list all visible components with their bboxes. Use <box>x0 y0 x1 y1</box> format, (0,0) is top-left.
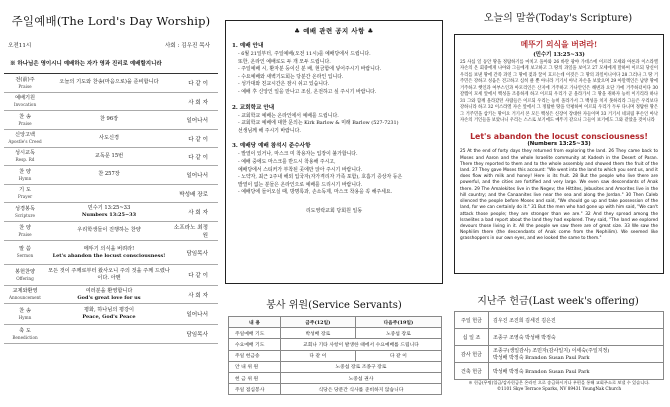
order-detail: 찬 96장 <box>99 116 119 123</box>
notice-item: - 성가대와 친교시간은 잠시 쉬고 있습니다. <box>238 81 330 88</box>
worship-meta <box>4 41 218 49</box>
korean-scripture-ref: (민수기 13:25~33) <box>533 52 585 58</box>
order-label-cell <box>4 205 46 220</box>
offering-names: 조종구 조영숙 박성배 박정숙 <box>489 329 664 346</box>
order-label-en: Praise <box>18 231 32 237</box>
worship-note: ※ 하나님은 영이시니 예배하는 자가 영과 진리로 예배할지니라 <box>10 61 162 67</box>
notice-column <box>222 0 446 407</box>
order-detail-cell <box>46 246 172 260</box>
offering-category: 건축 헌금 <box>455 363 489 380</box>
notice-item: 또한, 온라인 예배로도 두 개 모두 드립니다. <box>238 58 331 65</box>
order-label-en: Apostle's Creed <box>8 139 42 145</box>
scripture-column <box>450 0 666 407</box>
order-person: 담임목사 <box>186 332 208 338</box>
servants-next-week: 노중섭 장로 <box>355 328 441 339</box>
english-scripture-text: 25 At the end of forty days they returned from exploring the land. 26 They came back to Moses and Aaron and the whole Israelite community at Kadesh in the Desert of Paran. There they reported to them and to the whole assembly and showed them the fruit of the land. 27 They gave Moses this account: "We went into the land to which you sent us, and it does flow with milk and honey! Here is its fruit. 28 But the people who live there are powerful, and the cities are fortified and very large. We even saw descendants of Anak there. 29 The Amalekites live in the Negev; the Hittites, Jebusites and Amorites live in the hill country; and the Canaanites live near the sea and along the Jordan." 30 Then Caleb silenced the people before Moses and said, "We should go up and take possession of the land, for we can certainly do it." 31 But the men who had gone up with him said, "We can't attack those people; they are stronger than we are." 32 And they spread among the Israelites a bad report about the land they had explored. They said, "The land we explored devours those living in it. All the people we saw there are of great size. 33 We saw the Nephilim there (the descendants of Anak come from the Nephilim). We seemed like grasshoppers in our own eyes, and we looked the same to them." <box>460 149 658 242</box>
offering-names: 조종구(생일감사) 조민자(감사일지) 이세숙(주일지정) 박성배 박정숙 Brandon Susan Paul Park <box>489 346 664 363</box>
order-label: 찬 양 <box>19 224 31 231</box>
order-person: 사 회 자 <box>188 99 208 106</box>
notice-item: - 발열이 있거나, 마스크 미 착용자는 입장이 불가합니다. <box>238 151 358 158</box>
order-detail-cell <box>46 135 172 142</box>
servants-row <box>229 328 442 339</box>
offering-title: 지난주 헌금(Last week's offering) <box>477 296 639 307</box>
order-label-cell <box>4 287 46 302</box>
servants-row <box>229 372 442 383</box>
notice-item: - 교회학교 예배에 대한 문의는 Kirk Barlow & 미래 Barlow (527-7231) <box>238 120 399 127</box>
offering-category: 십 일 조 <box>455 329 489 346</box>
order-detail-sub: God's great love for us <box>77 294 141 301</box>
order-row <box>4 265 218 286</box>
order-row <box>4 74 218 93</box>
order-label: 찬 양 <box>19 168 31 175</box>
order-row <box>4 166 218 185</box>
order-detail-sub: Let's abandon the locust consciousness! <box>52 252 166 259</box>
order-row <box>4 185 218 203</box>
order-label: 성경봉독 <box>14 205 36 212</box>
servants-next-week: 다 같 이 <box>355 350 441 361</box>
order-detail-cell <box>46 153 172 160</box>
scripture-box <box>454 34 664 274</box>
order-label-en: Offering <box>16 275 34 281</box>
servants-this-week: 노중섭 권사 <box>281 372 442 383</box>
offering-table <box>454 311 664 380</box>
servants-role: 헌 금 위 원 <box>229 372 281 383</box>
order-row <box>4 222 218 241</box>
servants-this-week: 박성배 장로 <box>281 328 356 339</box>
order-label-cell <box>4 131 46 146</box>
korean-scripture-text: 25 사십 일 동안 땅을 정탐하기를 마치고 돌아와 26 바란 광야 가데스에 이르러 모세와 아론과 이스라엘 자손의 온 회중에게 나아와 그들에게 보고하고 그 땅의 과일을 보이고 27 모세에게 말하여 이르되 당신이 우리를 보낸 땅에 간즉 과연 그 땅에 젖과 꿀이 흐르는데 이것은 그 땅의 과일이니이다 28 그러나 그 땅 거주민은 강하고 성읍은 견고하고 심히 클 뿐 아니라 거기서 아낙 자손을 보았으며 29 아말렉인은 남방 땅에 거주하고 헷인과 여부스인과 아모리인은 산지에 거주하고 가나안인은 해변과 요단 가에 거주하더이다 30 갈렙이 모세 앞에서 백성을 조용하게 하고 이르되 우리가 곧 올라가서 그 땅을 취하자 능히 이기리라 하나 31 그와 함께 올라갔던 사람들은 이르되 우리는 능히 올라가서 그 백성을 치지 못하리라 그들은 우리보다 강하니라 하고 32 이스라엘 자손 앞에서 그 정탐한 땅을 악평하여 이르되 우리가 두루 다니며 정탐한 땅은 그 거주민을 삼키는 땅이요 거기서 본 모든 백성은 신장이 장대한 자들이며 33 거기서 네피림 후손인 아낙 자손의 거인들을 보았나니 우리는 스스로 보기에도 메뚜기 같으니 그들이 보기에도 그와 같았을 것이니라 <box>460 60 658 123</box>
order-detail-cell <box>46 307 172 321</box>
order-row <box>4 203 218 222</box>
order-detail: 사도신경 <box>98 134 120 141</box>
notice-item: - 교회학교 예배는 온라인에서 예배를 드립니다. <box>238 112 339 119</box>
order-label-en: Invocation <box>13 102 37 108</box>
order-detail-cell <box>46 288 172 302</box>
notice-section-title: 2. 교회학교 안내 <box>232 104 275 111</box>
servants-this-week: 식당은 당분간 식사를 준비하지 않습니다 <box>281 384 442 395</box>
servants-role: 수요예배 기도 <box>229 339 281 350</box>
order-label-cell <box>4 245 46 260</box>
offering-note <box>456 380 662 393</box>
order-row <box>4 304 218 325</box>
worship-order-column <box>4 0 218 407</box>
order-person: 다 같 이 <box>188 273 208 279</box>
order-detail-cell <box>46 268 172 282</box>
servants-this-week: 노중섭 장로 조종구 장로 <box>281 361 442 372</box>
notice-item: - 노약자, 최근 2주내 해외 입국자(자가격리자 가족 포함), 호흡기 증상자 등은 <box>238 174 403 181</box>
notice-item: - 예배 후 신앙인 일을 만나고 조심, 온전하고 싶 주시기 바랍니다. <box>238 88 377 95</box>
notice-section-title: 3. 예배당 예배 참석시 준수사항 <box>232 143 311 150</box>
offering-row <box>455 346 664 363</box>
worship-title: 주일예배(The Lord's Day Worship) <box>11 14 211 28</box>
offering-category: 감사 헌금 <box>455 346 489 363</box>
order-row <box>4 93 218 111</box>
order-person: 다 같 이 <box>188 136 208 143</box>
order-person: 다 같 이 <box>188 81 208 87</box>
notice-item: - 수요예배와 새벽기도회는 당분간 온라인 입니다. <box>238 73 344 80</box>
order-row <box>4 111 218 130</box>
order-person: 담임목사 <box>186 250 208 257</box>
order-person: 사 회 자 <box>188 210 208 216</box>
servants-role: 안 내 위 원 <box>229 361 281 372</box>
offering-note-text: ※ 헌금(무명)입금/감사헌금은 온라인 으로 송금하시거나 우편을 통해 교회주소로 보낼 수 있습니다. <box>468 380 650 385</box>
order-detail-cell <box>46 227 172 234</box>
order-label-cell <box>4 224 46 239</box>
order-person: 소프라노 최정원 <box>173 225 208 239</box>
order-row <box>4 241 218 265</box>
worship-leader: 사회 : 김우진 목사 <box>164 43 210 49</box>
order-person: 박성배 장로 <box>179 191 208 198</box>
servants-header: 다음주(19일) <box>355 317 441 328</box>
offering-row <box>455 329 664 346</box>
order-person: 다 같 이 <box>188 154 208 161</box>
order-detail: 모든 것이 주께로부터 왔사오니 주의 것을 주께 드렸나이다. 아멘 <box>48 267 170 281</box>
order-label: 성시교독 <box>14 150 36 157</box>
servants-row <box>229 339 442 350</box>
offering-names: 박성배 박정숙 Brandon Susan Paul Park <box>489 363 664 380</box>
notice-item: 예배당에서 스티커가 부착된 곳에만 앉아 주시기 바랍니다. <box>238 166 363 173</box>
order-label-en: Benediction <box>12 334 38 340</box>
order-detail-cell <box>46 171 172 178</box>
servants-this-week: 교회나 기타 사항이 발생한 때에서 수요예배를 드립니다 <box>281 339 442 350</box>
notice-sections <box>232 41 436 197</box>
order-label-en: Scripture <box>14 212 36 218</box>
order-label-en: Prayer <box>17 194 33 200</box>
order-label-cell <box>4 186 46 201</box>
servants-header: 내 용 <box>229 317 281 328</box>
english-sermon-title: Let's abandon the locust consciousness! <box>470 132 648 142</box>
scripture-title: 오늘의 말씀(Today's Scripture) <box>483 13 633 24</box>
servants-header-row <box>229 317 442 328</box>
order-label-cell <box>4 113 46 128</box>
servants-row <box>229 350 442 361</box>
servants-header: 금주(12일) <box>281 317 356 328</box>
order-label-en: Hymn <box>18 314 32 320</box>
offering-row <box>455 312 664 329</box>
order-label-cell <box>4 268 46 283</box>
order-detail-cell <box>46 79 172 86</box>
order-row <box>4 148 218 166</box>
servants-role: 주일예배 기도 <box>229 328 281 339</box>
order-label: 예배기원 <box>14 95 36 102</box>
order-label-en: Sermon <box>16 253 34 259</box>
notice-section-title: 1. 예배 안내 <box>232 43 264 49</box>
english-scripture-ref: (Numbers 13:25~33) <box>527 141 591 148</box>
order-label: 찬 송 <box>19 307 31 314</box>
servants-row <box>229 384 442 395</box>
servants-row <box>229 361 442 372</box>
order-label-en: Praise <box>18 83 32 89</box>
order-label: 말 씀 <box>19 246 31 253</box>
notice-item: - 6월 21일부터, 주일예배(오전 11시)를 예배당에서 드립니다. <box>238 51 371 57</box>
order-label: 교제와환영 <box>12 288 38 295</box>
order-person: 일어나서 <box>186 118 208 124</box>
notice-item: 선생님께 해 주시기 바랍니다. <box>238 127 301 134</box>
servants-role: 주일 헌금송 <box>229 350 281 361</box>
notice-footer: 리도영락교회 당회원 일동 <box>305 207 363 214</box>
order-row <box>4 130 218 148</box>
notice-item: - 예배 중에도 마스크를 반드시 착용해 주시고, <box>238 158 336 165</box>
order-label: 봉헌찬양 <box>14 268 36 275</box>
notice-title: ♣ 예배 관련 공지 사항 ♣ <box>294 27 374 35</box>
order-label-en: Hymn <box>18 175 32 181</box>
order-person: 일어나서 <box>186 173 208 179</box>
order-label: 찬 송 <box>19 113 31 120</box>
church-address: ©1101 Skye Terrace Sparks, NV 89431 YoungNak Church <box>496 386 622 392</box>
order-label-cell <box>4 149 46 164</box>
order-detail: 오늘의 기도와 찬송(마음으로)을 준비합니다 <box>59 79 159 86</box>
order-detail-sub: Numbers 13:25~33 <box>81 212 137 219</box>
order-label-cell <box>4 307 46 322</box>
servants-this-week: 다 같 이 <box>281 350 356 361</box>
order-label: 전(前)주 <box>15 76 35 83</box>
order-label-en: Announcement <box>9 295 41 301</box>
order-detail: 우리학생들이 진행하는 찬양 <box>77 227 141 234</box>
order-detail-sub: Peace, God's Peace <box>82 314 136 321</box>
order-detail-cell <box>46 205 172 219</box>
order-label-cell <box>4 168 46 183</box>
order-label-en: Praise <box>18 120 32 126</box>
notice-item: - 예배당에 들어오실 때, 방명록과, 손소독제, 마스크 착용을 꼭 해주세요. <box>238 189 393 196</box>
order-label: 기 도 <box>19 187 31 194</box>
order-detail: 여러분을 환영합니다 <box>85 287 133 294</box>
order-detail-cell <box>46 116 172 123</box>
offering-category: 주일 헌금 <box>455 312 489 329</box>
order-row <box>4 325 218 344</box>
servants-table <box>228 316 442 395</box>
order-label: 신앙고백 <box>14 132 36 139</box>
order-label-cell <box>4 76 46 91</box>
notice-item: 발열이 없는 분들은 온라인으로 예배를 드리시기 바랍니다. <box>238 181 363 188</box>
order-person: 일어나서 <box>186 312 208 318</box>
servants-title: 봉사 위원(Service Servants) <box>266 300 402 311</box>
servants-role: 주일 점심봉사 <box>229 384 281 395</box>
order-list <box>4 73 218 344</box>
order-detail: 메뚜기 의식을 버려라! <box>83 245 135 252</box>
order-detail: 평화, 하나님의 평강이 <box>83 307 135 314</box>
order-label-en: Resp. Rd <box>15 157 35 163</box>
order-label-cell <box>4 327 46 342</box>
order-row <box>4 286 218 304</box>
order-label-cell <box>4 94 46 109</box>
notice-item: - 주일예배 시, 환자분 등이신 분 배, 현금함에 넣어주시기 바랍니다. <box>238 66 382 73</box>
order-detail: 찬 257장 <box>98 171 120 178</box>
order-detail: 교독문 15번 <box>94 152 124 159</box>
order-label: 축 도 <box>19 327 31 334</box>
worship-time: 오전11시 <box>8 43 32 49</box>
korean-sermon-title: 메뚜기 의식을 버려라! <box>520 40 598 49</box>
order-person: 사 회 자 <box>188 292 208 299</box>
notice-box <box>225 20 443 284</box>
offering-names: 김우진 조진희 김세진 김은진 <box>489 312 664 329</box>
offering-row <box>455 363 664 380</box>
order-detail: 민수기 13:25~33 <box>87 205 131 212</box>
